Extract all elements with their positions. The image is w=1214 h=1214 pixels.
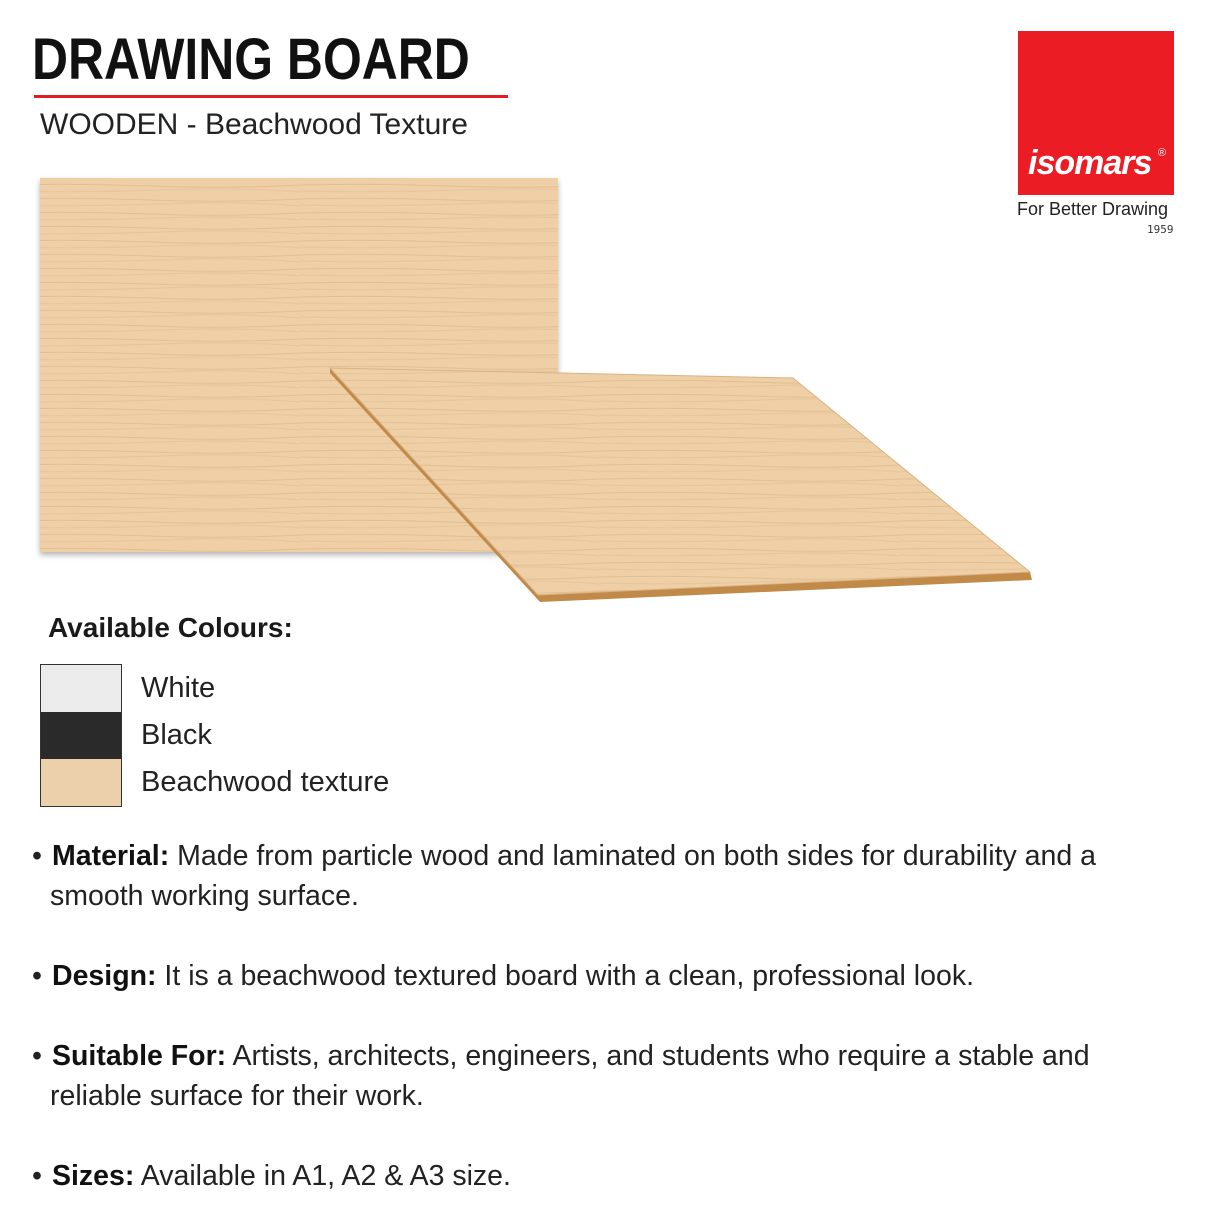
feature-suitable-for (32, 1036, 1182, 1116)
swatch-beachwood (41, 759, 121, 806)
feature-text-cont: smooth working surface. (50, 880, 359, 912)
feature-sizes (32, 1156, 1182, 1196)
colour-swatches (40, 664, 122, 807)
feature-text: Artists, architects, engineers, and students who require a stable and (226, 1040, 1090, 1072)
bullet-icon: • (32, 960, 42, 992)
brand-tagline: For Better Drawing (1017, 199, 1169, 219)
feature-text: Made from particle wood and laminated on both sides for durability and a (169, 840, 1096, 872)
colour-label-white: White (141, 672, 216, 704)
feature-label: Material: (52, 840, 170, 872)
feature-label: Sizes: (52, 1160, 135, 1192)
feature-text: It is a beachwood textured board with a clean, professional look. (156, 960, 974, 992)
feature-material (32, 836, 1182, 916)
feature-label: Design: (52, 960, 157, 992)
front-board (330, 368, 1030, 595)
page-title: DRAWING BOARD (32, 27, 470, 92)
feature-text: Available in A1, A2 & A3 size. (134, 1160, 511, 1192)
feature-label: Suitable For: (52, 1040, 227, 1072)
feature-design (32, 956, 1182, 996)
page-subtitle: WOODEN - Beachwood Texture (40, 108, 468, 141)
colour-label-black: Black (141, 719, 212, 751)
registered-mark: ® (1157, 147, 1166, 159)
bullet-icon: • (32, 840, 42, 872)
bullet-icon: • (32, 1160, 42, 1192)
colours-heading: Available Colours: (48, 612, 293, 643)
bullet-icon: • (32, 1040, 42, 1072)
swatch-white (41, 665, 121, 712)
colour-label-beachwood: Beachwood texture (141, 766, 390, 798)
feature-text-cont: reliable surface for their work. (50, 1080, 424, 1112)
brand-year: 1959 (1147, 223, 1174, 236)
swatch-black (41, 712, 121, 759)
logo-text: isomars (1028, 144, 1152, 182)
